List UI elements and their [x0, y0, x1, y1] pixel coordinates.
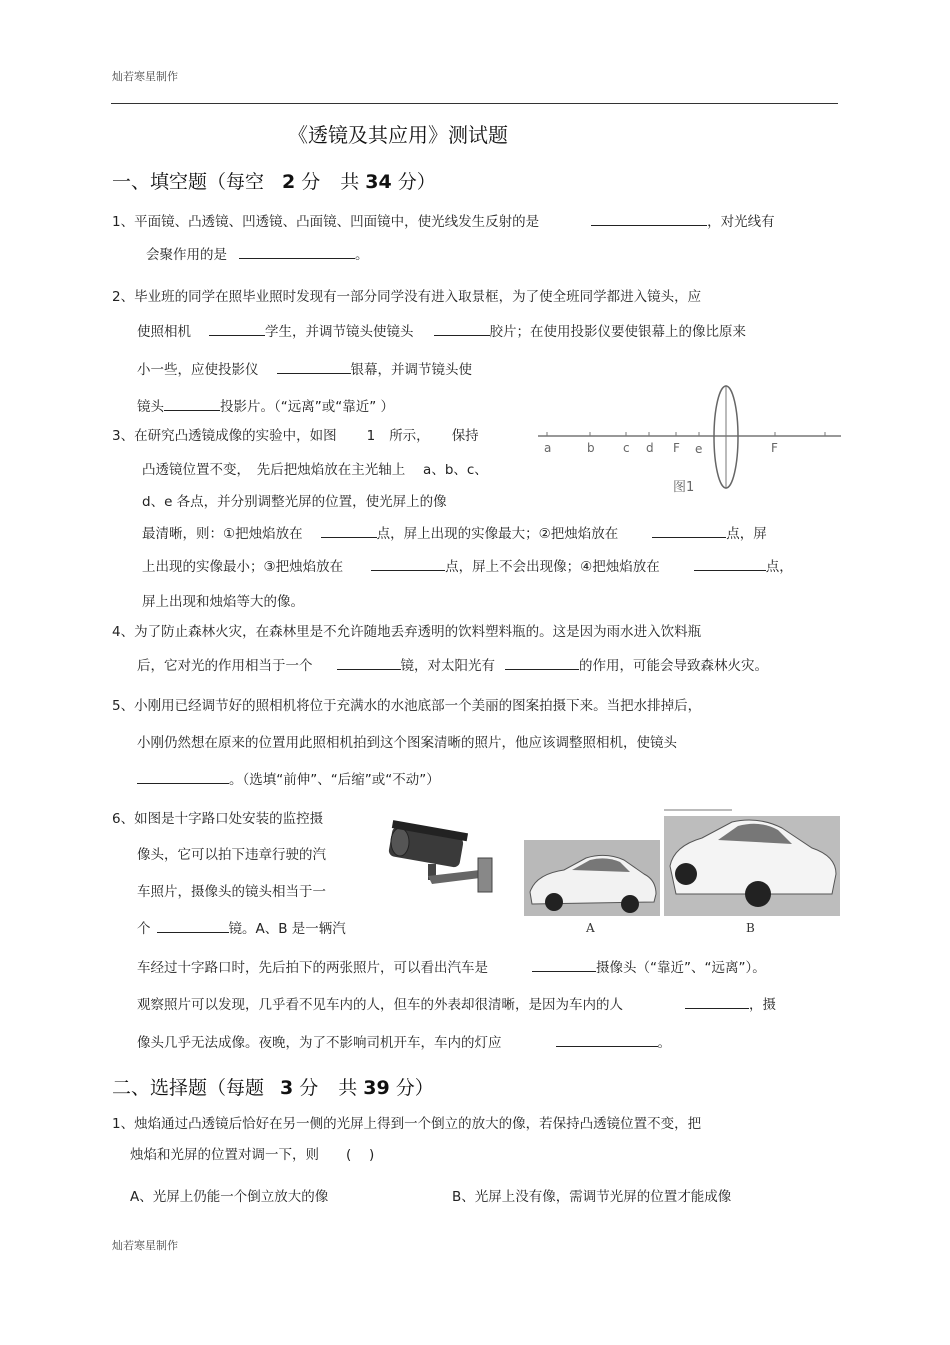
- focus-right-label: F: [771, 441, 778, 455]
- answer-blank[interactable]: [652, 525, 726, 538]
- photo-b-label: B: [746, 921, 755, 935]
- car-a-wheel: [545, 893, 563, 911]
- section-1-end: 分）: [397, 171, 436, 193]
- q6-text-7: 像头几乎无法成像。夜晚，为了不影响司机开车，车内的灯应: [137, 1035, 502, 1051]
- q2-text-6: 镜头: [137, 399, 164, 415]
- s2q1-option-b[interactable]: B、光屏上没有像，需调节光屏的位置才能成像: [452, 1189, 732, 1205]
- s2q1-option-a[interactable]: A、光屏上仍能一个倒立放大的像: [130, 1189, 329, 1205]
- answer-blank[interactable]: [556, 1034, 658, 1047]
- answer-blank[interactable]: [532, 959, 596, 972]
- figure-1-caption: 图1: [673, 480, 695, 495]
- q6-text-8: 。: [657, 1035, 671, 1051]
- q6-line6: [137, 993, 776, 1013]
- answer-blank[interactable]: [137, 771, 229, 784]
- answer-blank[interactable]: [434, 323, 490, 336]
- q3-text-2: 所示，: [389, 428, 430, 444]
- q3-text-5: 点，屏上出现的实像最大；②把烛焰放在: [376, 526, 619, 542]
- q2-text-2: 学生，并调节镜头使镜头: [265, 324, 414, 340]
- section-1-heading: [112, 167, 436, 194]
- focus-left-label: F: [673, 441, 680, 455]
- q6-text-6: ，摄: [749, 997, 776, 1013]
- q6-text-4: 摄像头（“靠近”、“远离”）。: [596, 960, 766, 976]
- q2-text-3: 胶片；在使用投影仪要使银幕上的像比原来: [489, 324, 746, 340]
- q1-text-end: 。: [355, 247, 369, 263]
- q6-line3: 车照片，摄像头的镜头相当于一: [137, 884, 326, 900]
- answer-blank[interactable]: [591, 213, 707, 226]
- page-title: 《透镜及其应用》测试题: [288, 123, 508, 147]
- q3-text-4: 最清晰，则：①把烛焰放在: [142, 526, 303, 542]
- photo-a-label: A: [586, 921, 595, 935]
- section-2-total: 39: [363, 1077, 390, 1099]
- point-b-label: b: [587, 441, 595, 455]
- q6-line2: 像头，它可以拍下违章行驶的汽: [137, 847, 326, 863]
- q3-text-8: 点，屏上不会出现像；④把烛焰放在: [445, 559, 660, 575]
- q2-line2: [137, 320, 746, 340]
- answer-blank[interactable]: [337, 657, 401, 670]
- section-2-total-label: 共: [338, 1077, 358, 1099]
- q3-text: 3、在研究凸透镜成像的实验中，如图: [112, 428, 337, 444]
- q5-line1: 5、小刚用已经调节好的照相机将位于充满水的水池底部一个美丽的图案拍摄下来。当把水排掉后，: [112, 698, 702, 714]
- section-1-part: 一、填空题（每空: [112, 171, 265, 193]
- answer-blank[interactable]: [164, 398, 220, 411]
- q6-text-3: 车经过十字路口时，先后拍下的两张照片，可以看出汽车是: [137, 960, 488, 976]
- q1-text-2: 会聚作用的是: [146, 247, 227, 263]
- q3-line6: 屏上出现和烛焰等大的像。: [142, 594, 304, 610]
- section-1-total-label: 共: [340, 171, 360, 193]
- section-2-points: 3: [280, 1077, 294, 1099]
- point-a-label: a: [544, 441, 552, 455]
- car-b-wheel: [675, 863, 697, 885]
- q1-text-tail: ，对光线有: [707, 214, 775, 230]
- q4-line1: 4、为了防止森林火灾，在森林里是不允许随地丢弃透明的饮料塑料瓶的。这是因为雨水进入饮料瓶: [112, 624, 702, 640]
- q3-text-7: 上出现的实像最小；③把烛焰放在: [142, 559, 344, 575]
- section-1-total: 34: [365, 171, 392, 193]
- section-2-end: 分）: [395, 1077, 434, 1099]
- q4-text-3: 的作用，可能会导致森林火灾。: [579, 658, 768, 674]
- answer-blank[interactable]: [685, 996, 749, 1009]
- car-photo-a: [524, 840, 660, 940]
- point-d-label: d: [646, 441, 654, 455]
- q4-text: 后，它对光的作用相当于一个: [137, 658, 313, 674]
- q3-line4: [142, 522, 767, 542]
- section-2-unit: 分: [299, 1077, 319, 1099]
- wall-bracket: [478, 858, 492, 892]
- section-1-unit: 分: [301, 171, 321, 193]
- q3-figure-number: 1: [366, 428, 376, 444]
- answer-blank[interactable]: [239, 246, 355, 259]
- footer-maker: 灿若寒星制作: [112, 1239, 178, 1252]
- q1-text: 1、平面镜、凸透镜、凹透镜、凸面镜、凹面镜中，使光线发生反射的是: [112, 214, 540, 230]
- car-b-wheel: [745, 881, 771, 907]
- q2-text-4: 小一些，应使投影仪: [137, 362, 259, 378]
- q2-line4: [137, 395, 394, 415]
- section-2-heading: [112, 1073, 434, 1100]
- q5-line2: 小刚仍然想在原来的位置用此照相机拍到这个图案清晰的照片，他应该调整照相机，使镜头: [137, 735, 677, 751]
- camera-lens: [391, 828, 409, 856]
- q3-line3: d、e 各点，并分别调整光屏的位置，使光屏上的像: [142, 494, 447, 510]
- q5-text: 。（选填“前伸”、“后缩”或“不动”）: [229, 772, 440, 788]
- q2-line1: 2、毕业班的同学在照毕业照时发现有一部分同学没有进入取景框，为了使全班同学都进入镜头，应: [112, 289, 702, 305]
- q6-text-2: 镜。A、B 是一辆汽: [228, 921, 346, 937]
- q3-text-9: 点，: [765, 559, 793, 575]
- q5-line3: [137, 768, 440, 788]
- q3-line1: [112, 424, 479, 444]
- q6-line4: [137, 917, 346, 937]
- q3-line2: 凸透镜位置不变， 先后把烛焰放在主光轴上 a、b、c、: [142, 462, 488, 478]
- point-e-label: e: [695, 442, 703, 456]
- q3-text-3: 保持: [451, 428, 479, 444]
- s2q1-line1: 1、烛焰通过凸透镜后恰好在另一侧的光屏上得到一个倒立的放大的像，若保持凸透镜位置不变，把: [112, 1116, 702, 1132]
- q4-line2: [137, 654, 768, 674]
- header-rule: [111, 103, 838, 104]
- car-a-wheel: [621, 895, 639, 913]
- q2-text-7: 投影片。（“远离”或“靠近” ）: [220, 399, 395, 415]
- q1-line1: [112, 210, 775, 230]
- answer-blank[interactable]: [277, 361, 351, 374]
- q3-line5: [142, 555, 793, 575]
- q3-text-6: 点，屏: [726, 526, 767, 542]
- q1-line2: [146, 243, 369, 263]
- answer-blank[interactable]: [157, 920, 229, 933]
- point-c-label: c: [623, 441, 630, 455]
- q6-line7: [137, 1031, 671, 1051]
- answer-blank[interactable]: [694, 558, 766, 571]
- s2q1-line2: 烛焰和光屏的位置对调一下，则 ( ): [130, 1147, 375, 1163]
- section-2-part: 二、选择题（每题: [112, 1077, 265, 1099]
- q6-line5: [137, 956, 766, 976]
- header-maker: 灿若寒星制作: [112, 70, 178, 83]
- q2-text-5: 银幕，并调节镜头使: [350, 362, 472, 378]
- answer-blank[interactable]: [209, 323, 265, 336]
- surveillance-camera-image: [386, 818, 502, 898]
- answer-blank[interactable]: [505, 657, 579, 670]
- q6-text: 个: [137, 921, 151, 937]
- answer-blank[interactable]: [371, 558, 445, 571]
- q2-line3: [137, 358, 472, 378]
- q6-text-5: 观察照片可以发现，几乎看不见车内的人，但车的外表却很清晰，是因为车内的人: [137, 997, 623, 1013]
- section-1-points: 2: [282, 171, 296, 193]
- figure-1-optical-bench: [535, 382, 845, 502]
- answer-blank[interactable]: [321, 525, 377, 538]
- q6-line1: 6、如图是十字路口处安装的监控摄: [112, 811, 324, 827]
- car-photo-b: [662, 808, 842, 942]
- q4-text-2: 镜，对太阳光有: [400, 658, 495, 674]
- q2-text: 使照相机: [137, 324, 191, 340]
